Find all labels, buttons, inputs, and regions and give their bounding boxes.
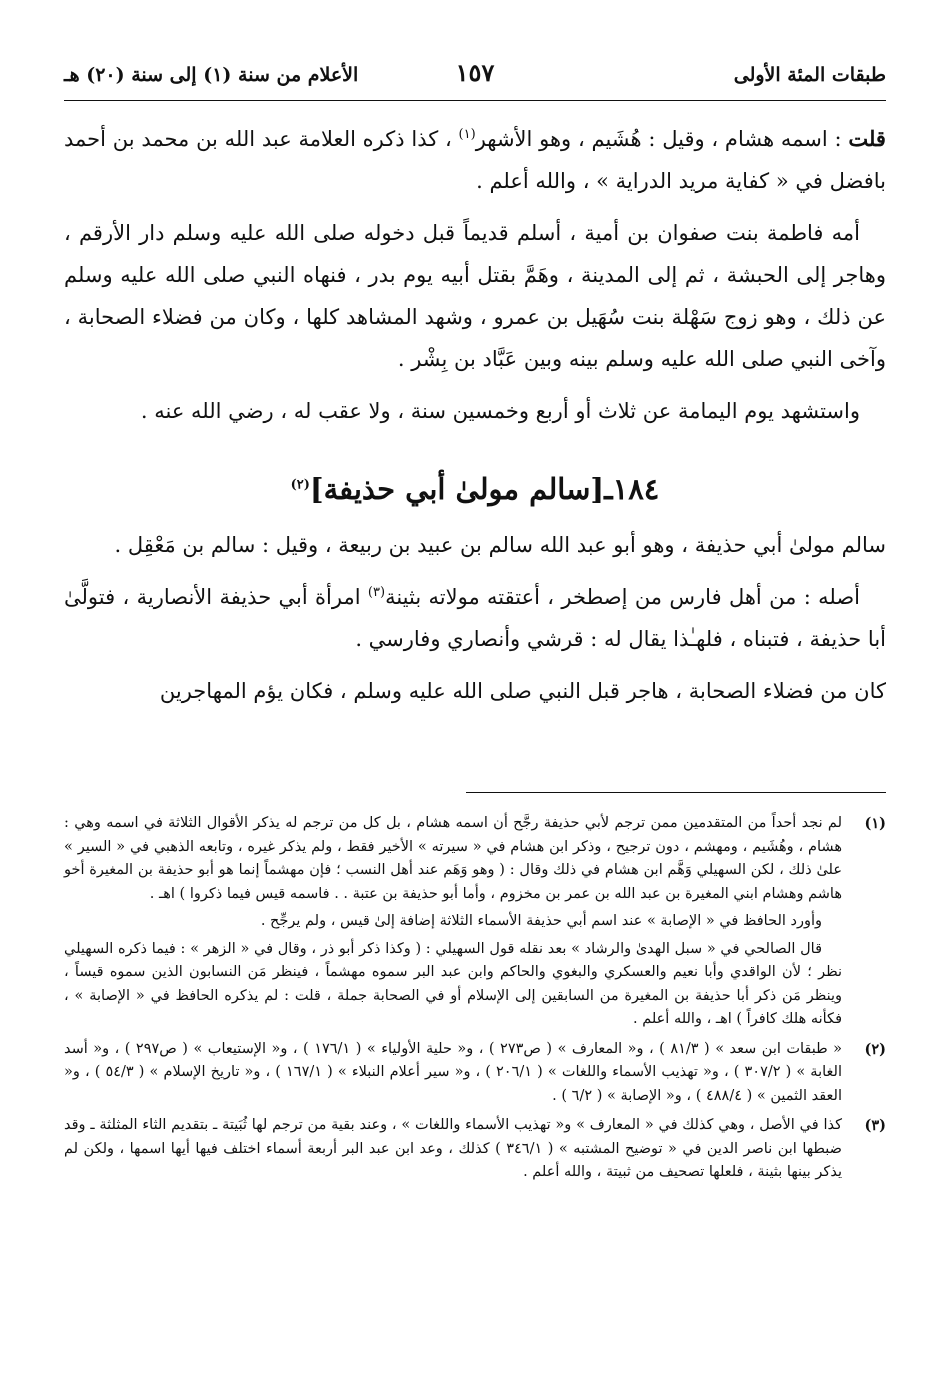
paragraph-text: ، كذا ذكره العلامة عبد الله بن محمد بن أحمد بافضل في « كفاية مريد الدراية » ، والله أعلم . xyxy=(64,127,886,193)
paragraph-name-note xyxy=(64,118,886,202)
paragraph-lead-word: قلت xyxy=(848,126,886,151)
header-divider xyxy=(64,100,886,101)
paragraph-origin xyxy=(64,576,886,660)
footnote-marker-3: (٣) xyxy=(367,585,386,600)
main-text xyxy=(64,118,886,722)
footnote-marker-2: (٢) xyxy=(290,477,310,493)
paragraph-text: امرأة أبي حذيفة الأنصارية ، فتولَّىٰ أبا حذيفة ، فتبناه ، فلهـٰذا يقال له : قرشي وأنصاري وفارسي . xyxy=(64,585,886,651)
footnotes xyxy=(64,812,886,1191)
footnote-number: (٢) xyxy=(864,1040,886,1058)
footnote-marker-1: (١) xyxy=(458,127,476,142)
footnote-3 xyxy=(64,1114,886,1185)
header-book-title: طبقات المئة الأولى xyxy=(733,64,886,86)
paragraph-text: أصله : من أهل فارس من إصطخر ، أعتقته مولاته بثينة xyxy=(385,585,860,609)
paragraph-text: : اسمه هشام ، وقيل : هُشَيم ، وهو الأشهر xyxy=(475,127,842,151)
footnote-number: (١) xyxy=(864,815,886,832)
footnote-paragraph: قال الصالحي في « سبل الهدىٰ والرشاد » بعد نقله قول السهيلي : ( وكذا ذكر أبو ذر ، وقال في « الزهر » : فيما ذكره السهيلي نظر ؛ لأن الواقدي وأبا نعيم والعسكري والبغوي والحاكم وابن عبد البر سموه مهشماً ، فينظر مَن النسابون الذين سموه قيساً ، وينظر مَن ذكر أبا حذيفة بن المغيرة من السابقين إلى الإسلام أو في الصحابة جملة ، قلت : لم يذكره الحافظ في « الإصابة » ، فكأنه هلك كافراً ) اهـ ، والله أعلم . xyxy=(64,940,842,1027)
footnote-paragraph: لم نجد أحداً من المتقدمين ممن ترجم لأبي حذيفة رجَّح أن اسمه هشام ، بل كل من ترجم له يذكر الأقوال الثلاثة في اسمه وهي : هشام ، وهُشَيم ، ومهشم ، دون ترجيح ، وذكر ابن هشام في « سيرته » الأخير فقط ، ولم يذكر غيره ، وتابعه الذهبي في « السير » علىٰ ذلك ، لكن السهيلي وَهَّم ابن هشام في ذلك وقال : ( وهو وَهَم عند أهل النسب ؛ فإن مهشماً إنما هو أبو حذيفة بن المغيرة أخو هاشم وهشام ابني المغيرة بن عبد الله بن عمر بن مخزوم ، وأما أبو حذيفة بن عتبة . . فاسمه قيس فيما ذكروا ) اهـ . xyxy=(64,815,842,902)
running-header xyxy=(64,58,886,98)
paragraph-mother: أمه فاطمة بنت صفوان بن أمية ، أسلم قديماً قبل دخوله صلى الله عليه وسلم دار الأرقم ، وهاجر إلى الحبشة ، ثم إلى المدينة ، وهَمَّ بقتل أبيه يوم بدر ، فنهاه النبي صلى الله عليه وسلم عن ذلك ، وهو زوج سَهْلة بنت سُهَيل بن عمرو ، وشهد المشاهد كلها ، وكان من فضلاء الصحابة ، وآخى النبي صلى الله عليه وسلم بينه وبين عَبَّاد بن بِشْر . xyxy=(64,221,886,371)
header-volume-title: الأعلام من سنة (١) إلى سنة (٢٠) هـ xyxy=(64,64,359,86)
section-title-text: ١٨٤ـ[سالم مولىٰ أبي حذيفة] xyxy=(309,472,660,506)
footnote-paragraph: كذا في الأصل ، وهي كذلك في « المعارف » و« تهذيب الأسماء واللغات » ، وعند بقية من ترجم لها ثُبَيتة ـ بتقديم الثاء المثلثة ـ وقد ضبطها ابن ناصر الدين في « توضيح المشتبه » ( ٣٤٦/١ ) كذلك ، وعد ابن عبد البر أربعة أسماء اختلف فيها أيها اسمها ، ولكن لم يذكر بينها بثينة ، فلعلها تصحيف من ثبيتة ، والله أعلم . xyxy=(64,1117,842,1180)
paragraph-martyrdom: واستشهد يوم اليمامة عن ثلاث أو أربع وخمسين سنة ، ولا عقب له ، رضي الله عنه . xyxy=(140,399,860,423)
page-number: ١٥٧ xyxy=(455,58,495,87)
paragraph-salim-name: سالم مولىٰ أبي حذيفة ، وهو أبو عبد الله سالم بن عبيد بن ربيعة ، وقيل : سالم بن مَعْقِل . xyxy=(114,533,886,557)
footnote-2 xyxy=(64,1038,886,1109)
section-title xyxy=(64,468,886,510)
paragraph-virtue: كان من فضلاء الصحابة ، هاجر قبل النبي صلى الله عليه وسلم ، فكان يؤم المهاجرين xyxy=(159,679,886,703)
footnote-divider xyxy=(466,792,886,793)
footnote-number: (٣) xyxy=(864,1117,886,1134)
footnote-1 xyxy=(64,812,886,1032)
footnote-paragraph: « طبقات ابن سعد » ( ٨١/٣ ) ، و« المعارف » ( ص٢٧٣ ) ، و« حلية الأولياء » ( ١٧٦/١ ) ، و« الإستيعاب » ( ص٢٩٧ ) ، و« أسد الغابة » ( ٣٠٧/٢ ) ، و« تهذيب الأسماء واللغات » ( ٢٠٦/١ ) ، و« سير أعلام النبلاء » ( ١٦٧/١ ) ، و« تاريخ الإسلام » ( ٥٤/٣ ) ، و« العقد الثمين » ( ٤٨٨/٤ ) ، و« الإصابة » ( ٦/٢ ) . xyxy=(64,1040,843,1104)
footnote-paragraph: وأورد الحافظ في « الإصابة » عند اسم أبي حذيفة الأسماء الثلاثة إضافة إلىٰ قيس ، ولم يرجِّح . xyxy=(260,913,822,929)
